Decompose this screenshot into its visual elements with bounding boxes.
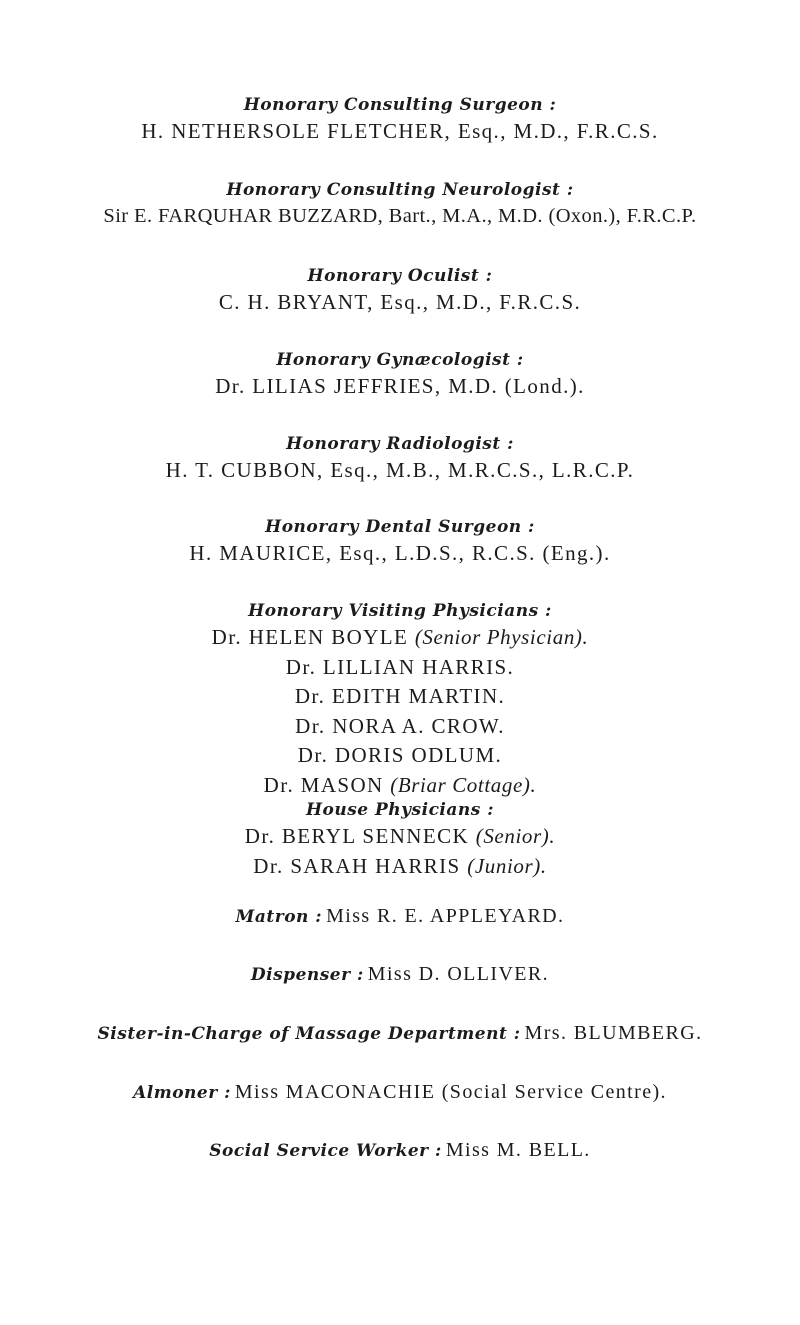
heading-social-service-worker: Social Service Worker : xyxy=(209,1141,442,1161)
entry-massage-department xyxy=(0,1019,800,1047)
name-oculist: C. H. BRYANT, Esq., M.D., F.R.C.S. xyxy=(218,290,582,314)
name-dispenser: Miss D. OLLIVER. xyxy=(367,963,550,985)
heading-consulting-neurologist: Honorary Consulting Neurologist : xyxy=(226,180,574,200)
entry-dental-surgeon xyxy=(0,515,800,567)
house-physician-2: Dr. SARAH HARRIS (Junior). xyxy=(253,853,547,878)
name-social-service-worker: Miss M. BELL. xyxy=(445,1139,591,1161)
heading-house-physicians: House Physicians : xyxy=(305,800,495,820)
name-gynaecologist: Dr. LILIAS JEFFRIES, M.D. (Lond.). xyxy=(215,374,585,398)
visiting-physician-2: Dr. LILLIAN HARRIS. xyxy=(285,654,515,679)
heading-almoner: Almoner : xyxy=(133,1083,231,1103)
heading-dental-surgeon: Honorary Dental Surgeon : xyxy=(265,517,535,537)
name-radiologist: H. T. CUBBON, Esq., M.B., M.R.C.S., L.R.C.P. xyxy=(165,458,635,482)
heading-radiologist: Honorary Radiologist : xyxy=(286,434,514,454)
entry-social-service-worker xyxy=(0,1136,800,1164)
heading-dispenser: Dispenser : xyxy=(250,965,364,985)
heading-oculist: Honorary Oculist : xyxy=(307,266,493,286)
name-consulting-neurologist: Sir E. FARQUHAR BUZZARD, Bart., M.A., M.D. (Oxon.), F.R.C.P. xyxy=(103,205,697,227)
entry-dispenser xyxy=(0,960,800,988)
name-matron: Miss R. E. APPLEYARD. xyxy=(326,905,565,927)
heading-gynaecologist: Honorary Gynæcologist : xyxy=(276,350,524,370)
entry-consulting-neurologist xyxy=(0,178,800,230)
name-dental-surgeon: H. MAURICE, Esq., L.D.S., R.C.S. (Eng.). xyxy=(189,541,611,565)
entry-oculist xyxy=(0,264,800,316)
visiting-physician-1: Dr. HELEN BOYLE (Senior Physician). xyxy=(211,625,589,649)
entry-consulting-surgeon xyxy=(0,93,800,145)
name-consulting-surgeon: H. NETHERSOLE FLETCHER, Esq., M.D., F.R.C.S. xyxy=(141,119,659,143)
name-almoner: Miss MACONACHIE (Social Service Centre). xyxy=(234,1081,667,1103)
name-massage-department: Mrs. BLUMBERG. xyxy=(524,1022,703,1044)
heading-visiting-physicians: Honorary Visiting Physicians : xyxy=(248,601,552,621)
entry-matron xyxy=(0,902,800,930)
heading-consulting-surgeon: Honorary Consulting Surgeon : xyxy=(243,95,557,115)
entry-radiologist xyxy=(0,432,800,484)
heading-matron: Matron : xyxy=(235,907,323,927)
visiting-physician-4: Dr. NORA A. CROW. xyxy=(295,713,505,738)
heading-massage-department: Sister-in-Charge of Massage Department : xyxy=(97,1024,521,1044)
entry-house-physicians xyxy=(0,798,800,881)
entry-visiting-physicians xyxy=(0,599,800,800)
house-physician-1: Dr. BERYL SENNECK (Senior). xyxy=(244,824,556,848)
entry-almoner xyxy=(0,1078,800,1106)
entry-gynaecologist xyxy=(0,348,800,400)
visiting-physician-3: Dr. EDITH MARTIN. xyxy=(294,684,506,708)
visiting-physician-6: Dr. MASON (Briar Cottage). xyxy=(263,772,537,797)
visiting-physician-5: Dr. DORIS ODLUM. xyxy=(297,743,503,767)
